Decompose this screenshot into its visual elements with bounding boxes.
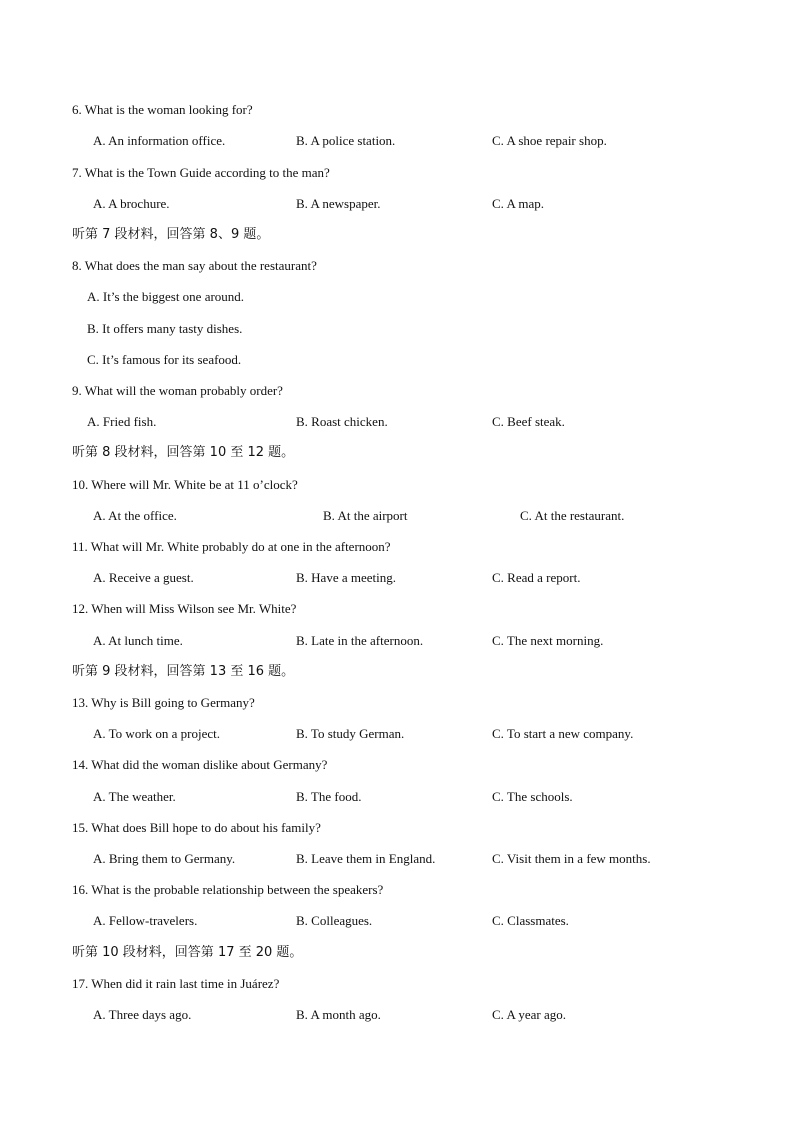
section-heading xyxy=(0,943,794,963)
option-c: C. A shoe repair shop. xyxy=(492,133,607,148)
options-12 xyxy=(0,631,794,651)
option-line xyxy=(0,319,794,339)
option-b: B. Leave them in England. xyxy=(296,851,436,866)
option-line xyxy=(0,350,794,370)
options-16 xyxy=(0,911,794,931)
options-11 xyxy=(0,568,794,588)
section-heading xyxy=(0,225,794,245)
question-text: 11. What will Mr. White probably do at one in the afternoon? xyxy=(72,539,391,554)
option-b: B. Colleagues. xyxy=(296,913,373,928)
option-a: A. The weather. xyxy=(93,789,176,804)
section-heading xyxy=(0,662,794,682)
options-17 xyxy=(0,1005,794,1025)
question-11 xyxy=(0,537,794,557)
option-a: A. A brochure. xyxy=(93,196,170,211)
question-text: 17. When did it rain last time in Juárez? xyxy=(72,976,280,991)
option-a: A. Fellow-travelers. xyxy=(93,913,198,928)
option-b: B. To study German. xyxy=(296,726,405,741)
question-8 xyxy=(0,256,794,276)
question-12 xyxy=(0,599,794,619)
options-14 xyxy=(0,787,794,807)
option-c: C. Beef steak. xyxy=(492,414,565,429)
option-b: B. A police station. xyxy=(296,133,396,148)
question-text: 15. What does Bill hope to do about his family? xyxy=(72,820,321,835)
question-text: 9. What will the woman probably order? xyxy=(72,383,283,398)
option-c: C. At the restaurant. xyxy=(520,508,625,523)
option-a: A. Fried fish. xyxy=(87,414,157,429)
section-instruction: 听第 8 段材料，回答第 10 至 12 题。 xyxy=(72,445,295,460)
question-text: 7. What is the Town Guide according to the man? xyxy=(72,165,330,180)
options-10 xyxy=(0,506,794,526)
section-instruction: 听第 7 段材料，回答第 8、9 题。 xyxy=(72,227,270,242)
option-b: B. Late in the afternoon. xyxy=(296,633,424,648)
option-c: C. The schools. xyxy=(492,789,573,804)
question-text: 12. When will Miss Wilson see Mr. White? xyxy=(72,601,297,616)
option-a: A. It’s the biggest one around. xyxy=(87,289,245,304)
question-text: 10. Where will Mr. White be at 11 o’clock? xyxy=(72,477,298,492)
question-text: 16. What is the probable relationship between the speakers? xyxy=(72,882,384,897)
options-6 xyxy=(0,131,794,151)
option-a: A. At lunch time. xyxy=(93,633,183,648)
options-15 xyxy=(0,849,794,869)
option-a: A. An information office. xyxy=(93,133,226,148)
option-c: C. Visit them in a few months. xyxy=(492,851,651,866)
option-a: A. At the office. xyxy=(93,508,177,523)
option-c: C. Classmates. xyxy=(492,913,569,928)
option-c: C. The next morning. xyxy=(492,633,604,648)
options-9 xyxy=(0,412,794,432)
section-heading xyxy=(0,443,794,463)
question-16 xyxy=(0,880,794,900)
option-c: C. It’s famous for its seafood. xyxy=(87,352,242,367)
question-text: 14. What did the woman dislike about Germany? xyxy=(72,757,328,772)
question-9 xyxy=(0,381,794,401)
option-a: A. To work on a project. xyxy=(93,726,221,741)
question-17 xyxy=(0,974,794,994)
option-b: B. A newspaper. xyxy=(296,196,381,211)
option-b: B. At the airport xyxy=(323,508,408,523)
section-instruction: 听第 10 段材料，回答第 17 至 20 题。 xyxy=(72,945,303,960)
option-a: A. Three days ago. xyxy=(93,1007,192,1022)
option-b: B. Have a meeting. xyxy=(296,570,396,585)
option-line xyxy=(0,287,794,307)
question-7 xyxy=(0,163,794,183)
option-a: A. Bring them to Germany. xyxy=(93,851,236,866)
options-7 xyxy=(0,194,794,214)
option-b: B. Roast chicken. xyxy=(296,414,388,429)
question-text: 13. Why is Bill going to Germany? xyxy=(72,695,255,710)
option-b: B. It offers many tasty dishes. xyxy=(87,321,243,336)
option-c: C. Read a report. xyxy=(492,570,581,585)
question-text: 8. What does the man say about the restaurant? xyxy=(72,258,317,273)
section-instruction: 听第 9 段材料，回答第 13 至 16 题。 xyxy=(72,664,295,679)
option-c: C. To start a new company. xyxy=(492,726,634,741)
option-a: A. Receive a guest. xyxy=(93,570,194,585)
question-6 xyxy=(0,100,794,120)
question-10 xyxy=(0,475,794,495)
option-b: B. The food. xyxy=(296,789,362,804)
option-c: C. A year ago. xyxy=(492,1007,567,1022)
question-text: 6. What is the woman looking for? xyxy=(72,102,253,117)
options-13 xyxy=(0,724,794,744)
question-15 xyxy=(0,818,794,838)
question-13 xyxy=(0,693,794,713)
option-b: B. A month ago. xyxy=(296,1007,381,1022)
option-c: C. A map. xyxy=(492,196,545,211)
question-14 xyxy=(0,755,794,775)
